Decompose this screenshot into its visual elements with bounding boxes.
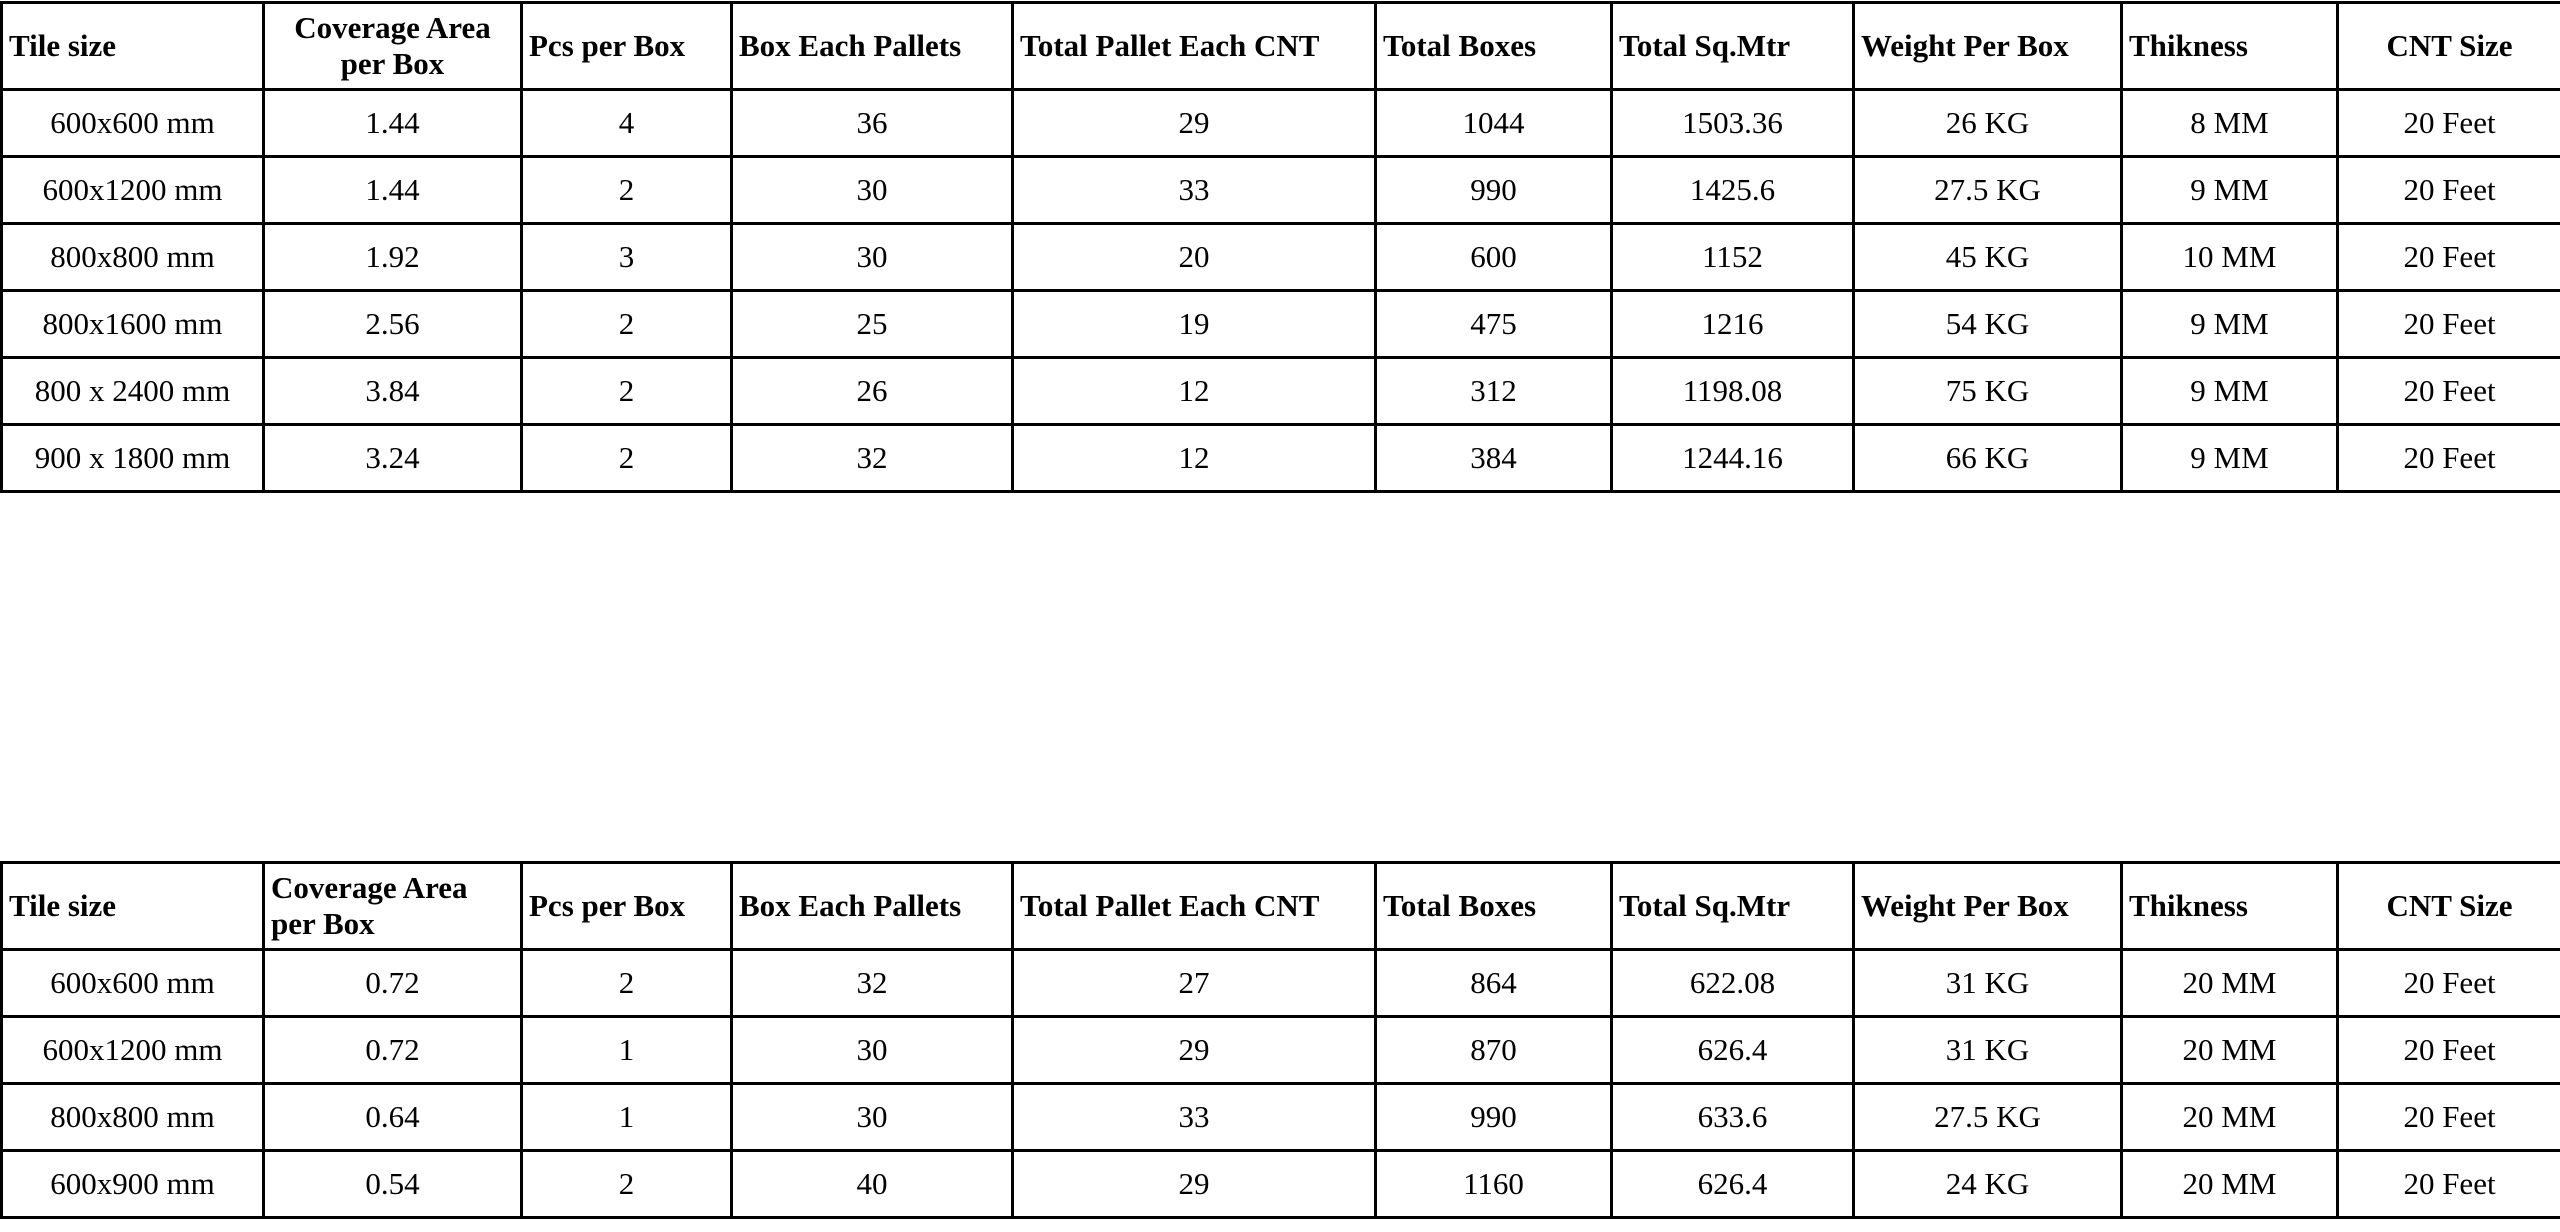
cell-thikness: 9 MM: [2122, 358, 2338, 425]
cell-total-boxes: 990: [1376, 1084, 1612, 1151]
cell-coverage-area: 0.72: [264, 950, 522, 1017]
header-total-pallet-each-cnt: Total Pallet Each CNT: [1013, 3, 1376, 90]
cell-tile-size: 600x600 mm: [2, 90, 264, 157]
cell-pcs-per-box: 2: [522, 358, 732, 425]
cell-tile-size: 800x800 mm: [2, 1084, 264, 1151]
cell-weight-per-box: 66 KG: [1854, 425, 2122, 492]
cell-coverage-area: 3.24: [264, 425, 522, 492]
header-tile-size: Tile size: [2, 3, 264, 90]
cell-total-sq-mtr: 633.6: [1612, 1084, 1854, 1151]
cell-tile-size: 600x600 mm: [2, 950, 264, 1017]
cell-pcs-per-box: 2: [522, 1151, 732, 1218]
cell-tile-size: 800x800 mm: [2, 224, 264, 291]
header-total-boxes: Total Boxes: [1376, 863, 1612, 950]
header-pcs-per-box: Pcs per Box: [522, 3, 732, 90]
header-total-sq-mtr: Total Sq.Mtr: [1612, 3, 1854, 90]
table-row: [2, 425, 2560, 492]
cell-pcs-per-box: 2: [522, 157, 732, 224]
cell-total-pallet-each-cnt: 20: [1013, 224, 1376, 291]
cell-cnt-size: 20 Feet: [2338, 1084, 2560, 1151]
cell-box-each-pallets: 30: [732, 157, 1013, 224]
tile-spec-table-1: [0, 1, 2560, 493]
cell-weight-per-box: 27.5 KG: [1854, 1084, 2122, 1151]
cell-cnt-size: 20 Feet: [2338, 157, 2560, 224]
cell-total-pallet-each-cnt: 29: [1013, 1017, 1376, 1084]
cell-total-pallet-each-cnt: 33: [1013, 157, 1376, 224]
header-pcs-per-box: Pcs per Box: [522, 863, 732, 950]
cell-cnt-size: 20 Feet: [2338, 90, 2560, 157]
header-box-each-pallets: Box Each Pallets: [732, 3, 1013, 90]
cell-cnt-size: 20 Feet: [2338, 950, 2560, 1017]
cell-weight-per-box: 31 KG: [1854, 950, 2122, 1017]
cell-weight-per-box: 27.5 KG: [1854, 157, 2122, 224]
cell-thikness: 9 MM: [2122, 425, 2338, 492]
cell-tile-size: 600x900 mm: [2, 1151, 264, 1218]
header-cnt-size: CNT Size: [2338, 863, 2560, 950]
header-coverage-area: Coverage Area per Box: [264, 3, 522, 90]
cell-coverage-area: 1.44: [264, 157, 522, 224]
cell-box-each-pallets: 32: [732, 950, 1013, 1017]
cell-total-boxes: 1044: [1376, 90, 1612, 157]
cell-coverage-area: 1.92: [264, 224, 522, 291]
cell-box-each-pallets: 30: [732, 1084, 1013, 1151]
cell-total-pallet-each-cnt: 27: [1013, 950, 1376, 1017]
header-coverage-area: Coverage Area per Box: [264, 863, 522, 950]
cell-tile-size: 600x1200 mm: [2, 1017, 264, 1084]
table-row: [2, 1017, 2560, 1084]
cell-box-each-pallets: 26: [732, 358, 1013, 425]
cell-pcs-per-box: 2: [522, 425, 732, 492]
cell-total-boxes: 312: [1376, 358, 1612, 425]
cell-total-sq-mtr: 622.08: [1612, 950, 1854, 1017]
cell-thikness: 9 MM: [2122, 291, 2338, 358]
header-thikness: Thikness: [2122, 3, 2338, 90]
table-row: [2, 291, 2560, 358]
cell-cnt-size: 20 Feet: [2338, 425, 2560, 492]
cell-pcs-per-box: 1: [522, 1017, 732, 1084]
cell-total-pallet-each-cnt: 12: [1013, 425, 1376, 492]
cell-total-pallet-each-cnt: 33: [1013, 1084, 1376, 1151]
cell-thikness: 20 MM: [2122, 1017, 2338, 1084]
cell-coverage-area: 3.84: [264, 358, 522, 425]
cell-total-sq-mtr: 626.4: [1612, 1017, 1854, 1084]
cell-coverage-area: 0.54: [264, 1151, 522, 1218]
cell-total-boxes: 990: [1376, 157, 1612, 224]
cell-total-boxes: 1160: [1376, 1151, 1612, 1218]
cell-pcs-per-box: 1: [522, 1084, 732, 1151]
cell-box-each-pallets: 25: [732, 291, 1013, 358]
cell-weight-per-box: 24 KG: [1854, 1151, 2122, 1218]
cell-weight-per-box: 54 KG: [1854, 291, 2122, 358]
cell-total-sq-mtr: 1503.36: [1612, 90, 1854, 157]
cell-total-boxes: 870: [1376, 1017, 1612, 1084]
cell-total-boxes: 864: [1376, 950, 1612, 1017]
cell-total-sq-mtr: 1425.6: [1612, 157, 1854, 224]
header-weight-per-box: Weight Per Box: [1854, 3, 2122, 90]
cell-thikness: 8 MM: [2122, 90, 2338, 157]
cell-total-boxes: 384: [1376, 425, 1612, 492]
cell-thikness: 10 MM: [2122, 224, 2338, 291]
cell-total-sq-mtr: 1244.16: [1612, 425, 1854, 492]
cell-cnt-size: 20 Feet: [2338, 1151, 2560, 1218]
header-total-boxes: Total Boxes: [1376, 3, 1612, 90]
cell-total-pallet-each-cnt: 19: [1013, 291, 1376, 358]
cell-thikness: 20 MM: [2122, 1151, 2338, 1218]
cell-box-each-pallets: 30: [732, 1017, 1013, 1084]
cell-total-sq-mtr: 1216: [1612, 291, 1854, 358]
header-total-sq-mtr: Total Sq.Mtr: [1612, 863, 1854, 950]
cell-thikness: 20 MM: [2122, 1084, 2338, 1151]
header-cnt-size: CNT Size: [2338, 3, 2560, 90]
table-row: [2, 358, 2560, 425]
cell-box-each-pallets: 36: [732, 90, 1013, 157]
cell-total-pallet-each-cnt: 29: [1013, 1151, 1376, 1218]
cell-total-sq-mtr: 626.4: [1612, 1151, 1854, 1218]
cell-tile-size: 800 x 2400 mm: [2, 358, 264, 425]
table-row: [2, 90, 2560, 157]
cell-total-boxes: 475: [1376, 291, 1612, 358]
cell-box-each-pallets: 40: [732, 1151, 1013, 1218]
cell-cnt-size: 20 Feet: [2338, 291, 2560, 358]
cell-total-pallet-each-cnt: 29: [1013, 90, 1376, 157]
cell-weight-per-box: 45 KG: [1854, 224, 2122, 291]
cell-coverage-area: 2.56: [264, 291, 522, 358]
cell-coverage-area: 0.72: [264, 1017, 522, 1084]
cell-pcs-per-box: 2: [522, 291, 732, 358]
cell-weight-per-box: 75 KG: [1854, 358, 2122, 425]
cell-total-boxes: 600: [1376, 224, 1612, 291]
table-row: [2, 157, 2560, 224]
cell-box-each-pallets: 32: [732, 425, 1013, 492]
table-row: [2, 224, 2560, 291]
cell-tile-size: 800x1600 mm: [2, 291, 264, 358]
cell-pcs-per-box: 4: [522, 90, 732, 157]
tile-spec-table-2: [0, 861, 2560, 1219]
table-row: [2, 950, 2560, 1017]
cell-pcs-per-box: 2: [522, 950, 732, 1017]
header-thikness: Thikness: [2122, 863, 2338, 950]
cell-thikness: 9 MM: [2122, 157, 2338, 224]
cell-total-sq-mtr: 1152: [1612, 224, 1854, 291]
cell-weight-per-box: 31 KG: [1854, 1017, 2122, 1084]
header-row: [2, 3, 2560, 90]
cell-tile-size: 600x1200 mm: [2, 157, 264, 224]
header-tile-size: Tile size: [2, 863, 264, 950]
cell-pcs-per-box: 3: [522, 224, 732, 291]
cell-total-sq-mtr: 1198.08: [1612, 358, 1854, 425]
cell-coverage-area: 0.64: [264, 1084, 522, 1151]
header-box-each-pallets: Box Each Pallets: [732, 863, 1013, 950]
cell-total-pallet-each-cnt: 12: [1013, 358, 1376, 425]
table-row: [2, 1151, 2560, 1218]
cell-cnt-size: 20 Feet: [2338, 1017, 2560, 1084]
cell-thikness: 20 MM: [2122, 950, 2338, 1017]
cell-tile-size: 900 x 1800 mm: [2, 425, 264, 492]
cell-cnt-size: 20 Feet: [2338, 358, 2560, 425]
cell-box-each-pallets: 30: [732, 224, 1013, 291]
cell-weight-per-box: 26 KG: [1854, 90, 2122, 157]
header-row: [2, 863, 2560, 950]
cell-cnt-size: 20 Feet: [2338, 224, 2560, 291]
cell-coverage-area: 1.44: [264, 90, 522, 157]
header-total-pallet-each-cnt: Total Pallet Each CNT: [1013, 863, 1376, 950]
header-weight-per-box: Weight Per Box: [1854, 863, 2122, 950]
table-row: [2, 1084, 2560, 1151]
